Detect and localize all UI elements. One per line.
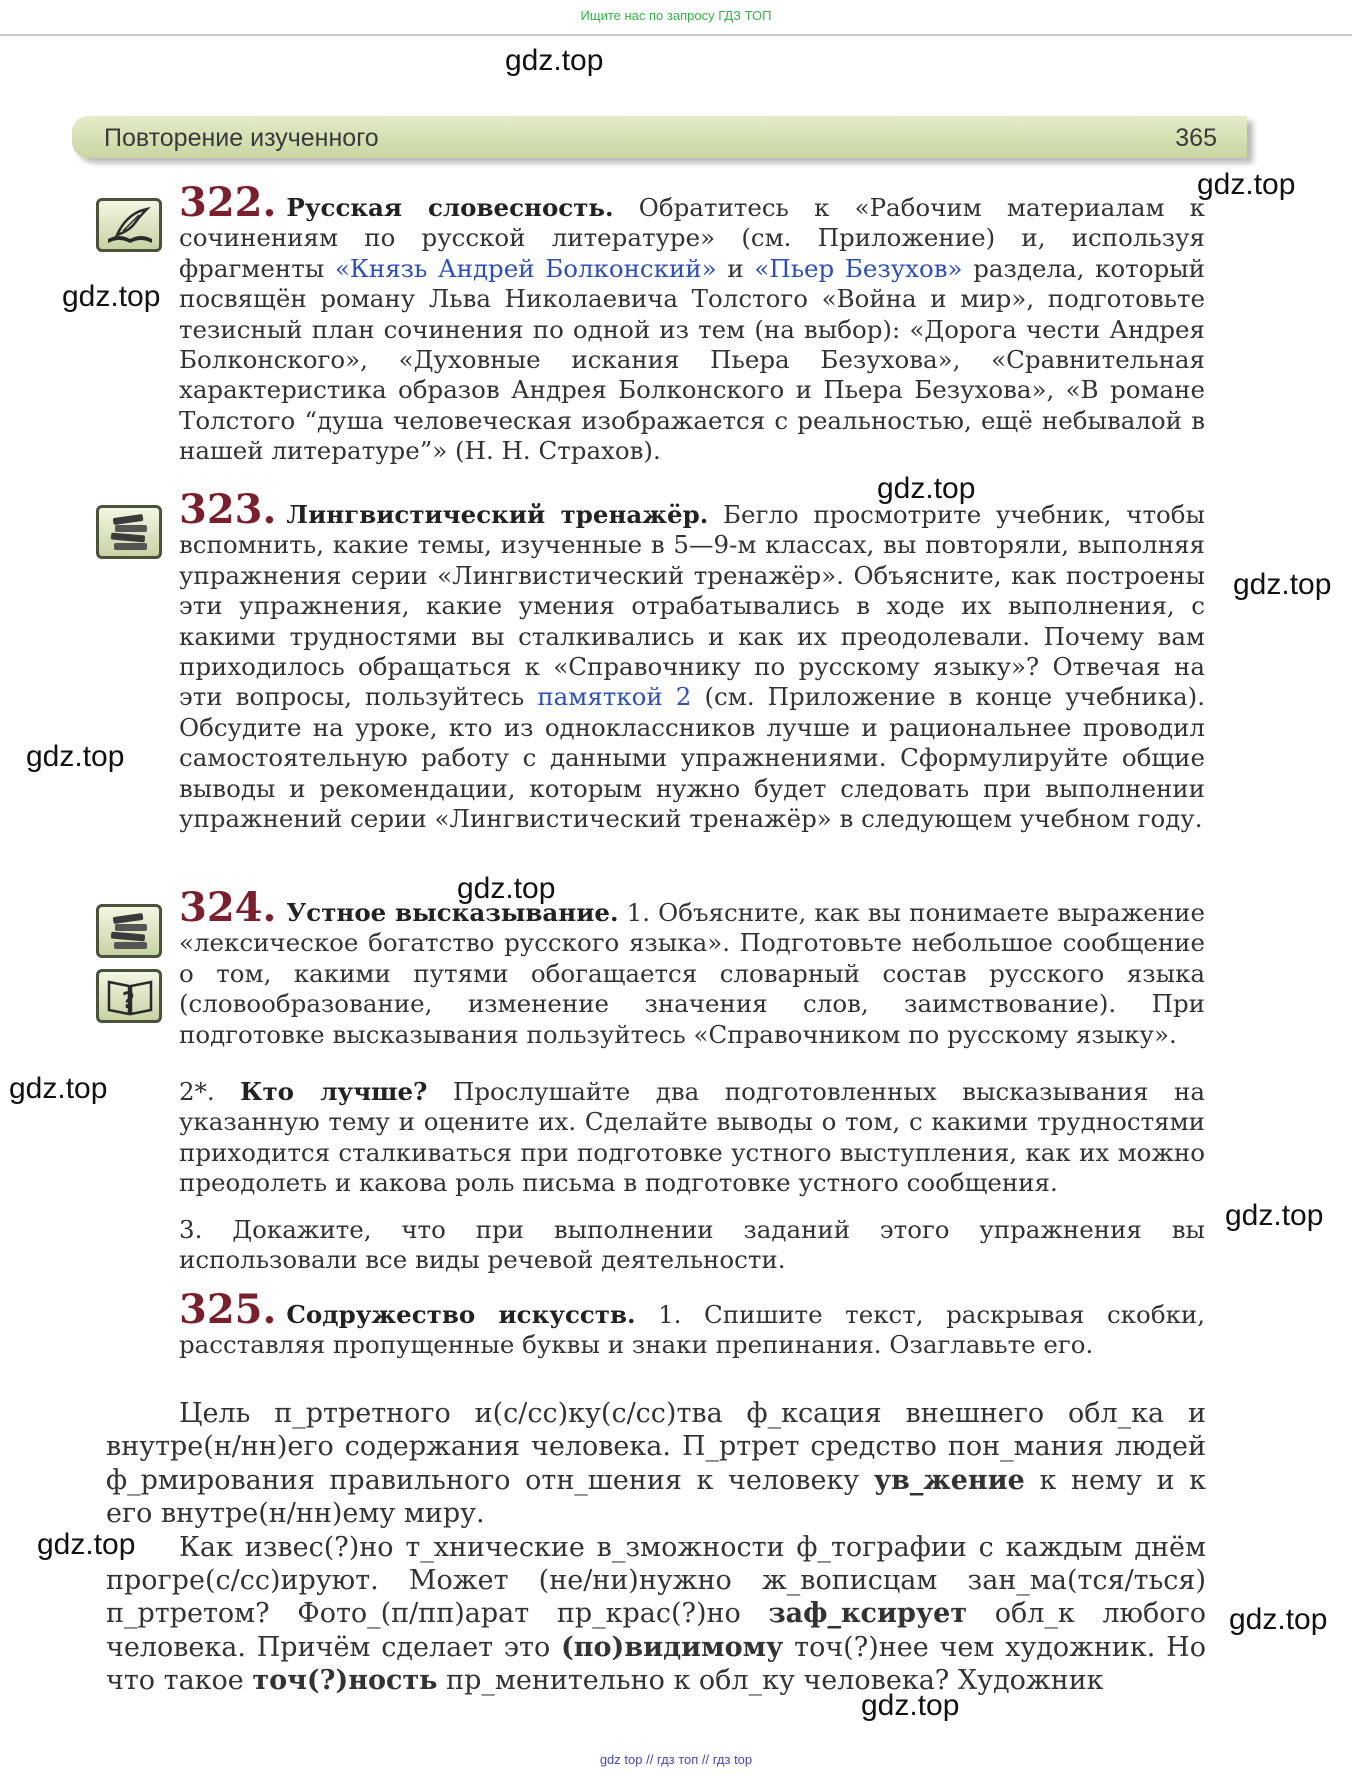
text-fragment: к нему и к его внутре(н/нн)ему миру. (106, 1464, 1206, 1530)
exercise-325 (179, 1286, 1205, 1361)
watermark: gdz.top (1233, 568, 1332, 601)
watermark: gdz.top (505, 44, 604, 77)
text-fragment: Как извес(?)но т_хнические в_зможности ф_тографии с каждым днём прогре(с/сс)ируют. Может (не/ни)нужно ж_вописцам зан_ма(тся/ться) п_ртретом? Фото_(п/пп)арат пр_крас(?)но (106, 1531, 1206, 1630)
link-andrey-bolkonsky[interactable]: «Князь Андрей Болконский» (334, 253, 717, 283)
task-number: 2*. (179, 1077, 215, 1106)
question-book-icon (96, 969, 162, 1023)
exercise-text: и (727, 253, 744, 283)
text-fragment: обл_к любого человека. Причём сделает это (106, 1598, 1206, 1663)
literature-book-icon (96, 198, 162, 252)
text-fragment: Цель п_ртретного и(с/сс)ку(с/сс)тва ф_ксация внешнего обл_ка и внутре(н/нн)его содержания человека. П_ртрет средство пон_мания людей ф_рмирования правильного отн_шения к человеку (106, 1398, 1206, 1496)
top-banner (0, 0, 1352, 36)
exercise-text: (см. Приложение в конце учебника). Обсудите на уроке, кто из одноклассников лучше и рациональнее проводил самостоятельную работу с данными упражнениями. Сформулируйте общие выводы и рекомендации, которым нужно будет следовать при выполнении упражнений серии «Лингвистический тренажёр» в следующем учебном году. (179, 682, 1205, 834)
top-banner-text: Ищите нас по запросу ГДЗ ТОП (580, 8, 772, 23)
bold-word: заф_ксирует (768, 1598, 968, 1630)
task-text: Прослушайте два подготовленных высказывания на указанную тему и оцените их. Сделайте выводы о том, с какими трудностями приходится сталкиваться при подготовке устного выступления, как их можно преодолеть и какова роль письма в подготовке устного сообщения. (179, 1077, 1205, 1198)
bold-word: ув_жение (873, 1464, 1025, 1496)
watermark: gdz.top (457, 872, 556, 905)
page-number: 365 (1175, 124, 1217, 152)
exercise-322 (179, 179, 1205, 467)
exercise-number: 323. (179, 486, 277, 533)
text-fragment: точ(?)нее чем художник. Но что такое (106, 1631, 1206, 1697)
watermark: gdz.top (26, 740, 125, 773)
exercise-text: 1. Спишите текст, раскрывая скобки, расставляя пропущенные буквы и знаки препинания. Озаглавьте его. (179, 1300, 1205, 1360)
exercise-324-task-2 (179, 1077, 1205, 1199)
section-title: Повторение изученного (104, 124, 379, 152)
bold-word: (по)видимому (561, 1631, 784, 1663)
watermark: gdz.top (1229, 1603, 1328, 1636)
watermark: gdz.top (861, 1689, 960, 1722)
task-text: 3. Докажите, что при выполнении заданий этого упражнения вы использовали все виды речевой деятельности. (179, 1215, 1205, 1275)
exercise-title: Русская словесность. (286, 193, 614, 222)
exercise-text: раздела, который посвящён роману Льва Николаевича Толстого «Война и мир», подготовьте тезисный план сочинения по одной из тем (на выбор): «Дорога чести Андрея Болконского», «Духовные искания Пьера Безухова», «Сравнительная характеристика образов Андрея Болконского и Пьера Безухова», «В романе Толстого “душа человеческая изображается с реальностью, ещё небывалой в нашей литературе”» (Н. Н. Страхов). (179, 253, 1205, 466)
watermark: gdz.top (37, 1528, 136, 1561)
watermark: gdz.top (877, 472, 976, 505)
exercise-number: 324. (179, 884, 277, 931)
exercise-title: Устное высказывание. (286, 898, 619, 927)
exercise-324-task-3 (179, 1215, 1205, 1276)
books-stack-icon-2 (96, 904, 162, 958)
paragraph-1 (106, 1397, 1206, 1531)
exercise-number: 325. (179, 1286, 277, 1333)
link-memo-2[interactable]: памяткой 2 (537, 682, 692, 712)
exercise-text: 1. Объясните, как вы понимаете выражение «лексическое богатство русского языка». Подготовьте небольшое сообщение о том, какими путями обогащается словарный состав русского языка (словообразование, изменение значения слов, заимствование). При подготовке высказывания пользуйтесь «Справочником по русскому языку». (179, 898, 1205, 1049)
exercise-title: Лингвистический тренажёр. (286, 500, 709, 529)
exercise-title: Содружество искусств. (286, 1300, 636, 1329)
svg-text:?: ? (122, 989, 135, 1014)
exercise-text: Обратитесь к «Рабочим материалам к сочинениям по русской литературе» (см. Приложение) и, используя фрагменты (179, 193, 1205, 283)
link-pierre-bezukhov[interactable]: «Пьер Безухов» (754, 253, 963, 283)
footer-links[interactable]: gdz top // гдз топ // гдз top (599, 1752, 753, 1767)
watermark: gdz.top (9, 1072, 108, 1105)
text-fragment: пр_менительно к обл_ку человека? Художник (446, 1665, 1104, 1697)
bold-word: точ(?)ность (252, 1665, 438, 1697)
exercise-number: 322. (179, 179, 277, 226)
task-title: Кто лучше? (240, 1077, 428, 1106)
exercise-text: Бегло просмотрите учебник, чтобы вспомнить, какие темы, изученные в 5—9-м классах, вы повторяли, выполняя упражнения серии «Лингвистический тренажёр». Объясните, как построены эти упражнения, какие умения отрабатывались в ходе их выполнения, с какими трудностями вы сталкивались и как их преодолевали. Почему вам приходилось обращаться к «Справочнику по русскому языку»? Отвечая на эти вопросы, пользуйтесь (179, 500, 1205, 712)
books-stack-icon (96, 505, 162, 559)
watermark: gdz.top (62, 280, 161, 313)
page-header (72, 116, 1247, 158)
paragraph-2 (106, 1531, 1206, 1698)
exercise-325-text (106, 1397, 1206, 1698)
watermark: gdz.top (1197, 168, 1296, 201)
watermark: gdz.top (1225, 1199, 1324, 1232)
